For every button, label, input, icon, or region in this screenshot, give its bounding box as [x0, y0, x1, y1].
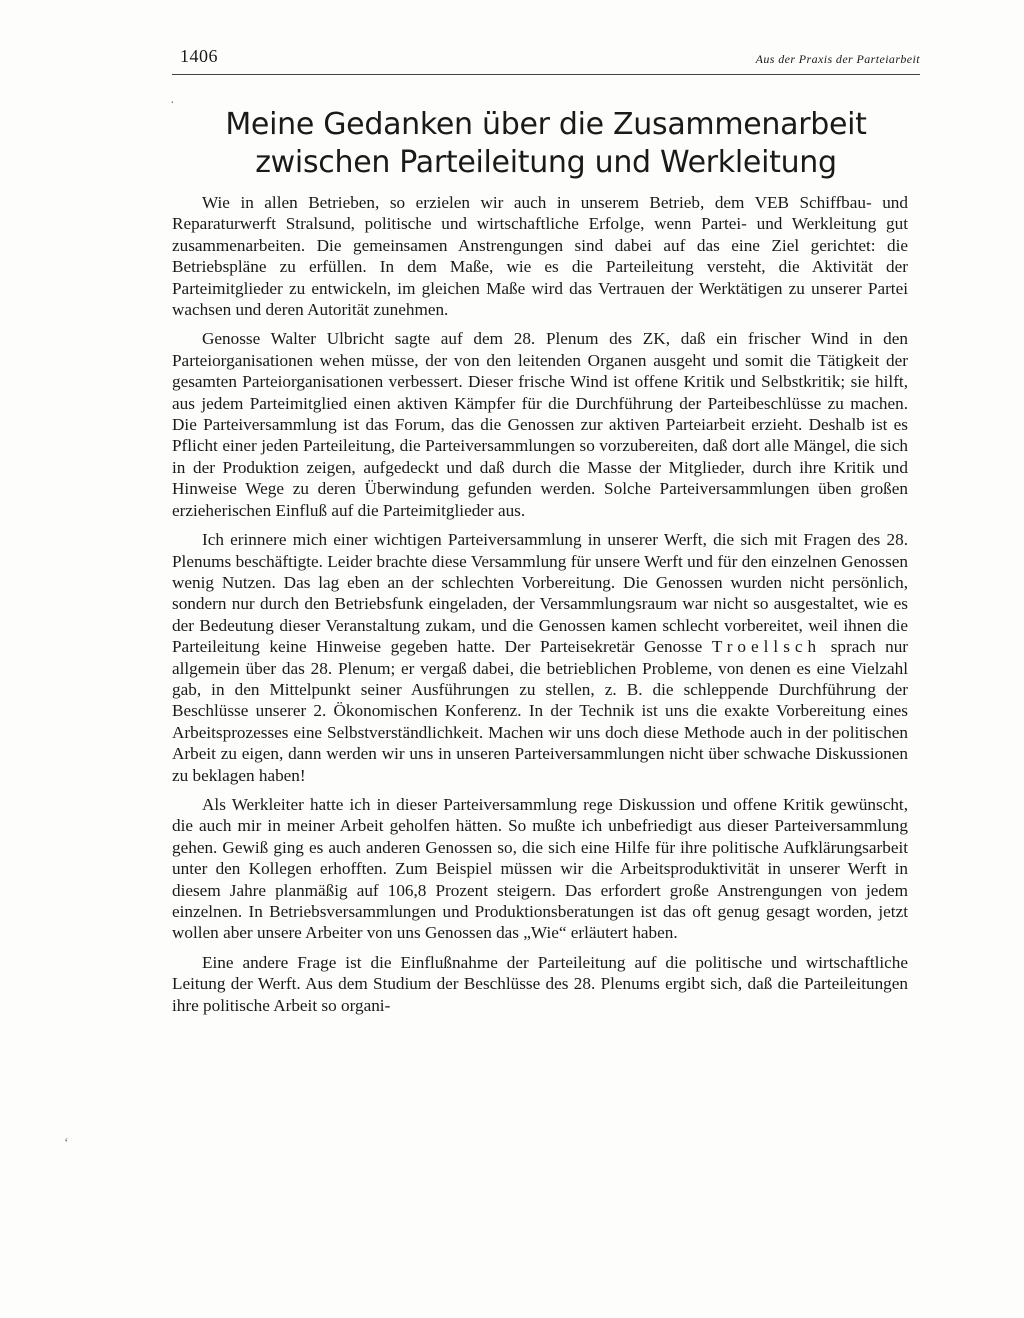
article-title-line-1: Meine Gedanken über die Zusammenarbeit	[225, 107, 867, 142]
paragraph-3-part-1: Ich erinnere mich einer wichtigen Parteiversammlung in unserer Werft, die sich mit Fragen des 28. Plenums beschäftigte. Leider brachte diese Versammlung für unsere Werft und für den einzelnen Genossen wenig Nutzen. Das lag eben an der schlechten Vorbereitung. Die Genossen wurden nicht persönlich, sondern nur durch den Betriebsfunk eingeladen, der Versammlungsraum war nicht so ausgestaltet, wie es der Bedeutung dieser Veranstaltung zukam, und die Genossen kamen schlecht vorbereitet, weil ihnen die Parteileitung keine Hinweise gegeben hatte. Der Parteisekretär Genosse	[172, 530, 908, 657]
paragraph-4: Als Werkleiter hatte ich in dieser Parteiversammlung rege Diskussion und offene Kritik gewünscht, die auch mir in meiner Arbeit geholfen hätten. So mußte ich unbefriedigt aus dieser Parteiversammlung gehen. Gewiß ging es auch anderen Genossen so, die sich eine Hilfe für ihre politische Aufklärungsarbeit unter den Kollegen erhofften. Zum Beispiel müssen wir die Arbeitsproduktivität in unserer Werft in diesem Jahre planmäßig auf 106,8 Prozent steigern. Das erfordert große Anstrengungen von jedem einzelnen. In Betriebsversammlungen und Produktionsberatungen ist das oft genug gesagt worden, jetzt wollen aber unsere Arbeiter von uns Genossen das „Wie“ erläutert haben.	[172, 794, 908, 943]
paragraph-1: Wie in allen Betrieben, so erzielen wir auch in unserem Betrieb, dem VEB Schiffbau- und Reparaturwerft Stralsund, politische und wirtschaftliche Erfolge, wenn Partei- und Werkleitung gut zusammenarbeiten. Die gemeinsamen Anstrengungen sind dabei auf das eine Ziel gerichtet: die Betriebspläne zu erfüllen. In dem Maße, wie es die Parteileitung versteht, die Aktivität der Parteimitglieder zu entwickeln, im gleichen Maße wird das Vertrauen der Werktätigen zu unserer Partei wachsen und deren Autorität zunehmen.	[172, 193, 908, 320]
page-number: 1406	[180, 46, 218, 66]
page-header	[172, 44, 920, 75]
article-title-line-2: zwischen Parteileitung und Werkleitung	[255, 145, 837, 180]
running-head: Aus der Praxis der Parteiarbeit	[755, 52, 920, 66]
paragraph-5: Eine andere Frage ist die Einflußnahme der Parteileitung auf die politische und wirtschaftliche Leitung der Werft. Aus dem Studium der Beschlüsse des 28. Plenums ergibt sich, daß die Parteileitungen ihre politische Arbeit so organi-	[172, 952, 908, 1015]
name-troellsch: Troellsch	[711, 637, 822, 657]
article-body	[172, 192, 908, 1016]
paragraph-2: Genosse Walter Ulbricht sagte auf dem 28. Plenum des ZK, daß ein frischer Wind in den Parteiorganisationen wehen müsse, der von den leitenden Organen ausgeht und somit die Tätigkeit der gesamten Parteiorganisationen verbessert. Dieser frische Wind ist offene Kritik und Selbstkritik; sie hilft, aus jedem Parteimitglied einen aktiven Kämpfer für die Durchführung der Parteibeschlüsse zu machen. Die Parteiversammlung ist das Forum, das die Genossen zur aktiven Parteiarbeit erzieht. Deshalb ist es Pflicht einer jeden Parteileitung, die Parteiversammlungen so vorzubereiten, daß dort alle Mängel, die sich in der Produktion zeigen, aufgedeckt und daß durch die Masse der Mitglieder, durch ihre Kritik und Hinweise Wege zu deren Überwindung gefunden werden. Solche Parteiversammlungen üben großen erzieherischen Einfluß auf die Parteimitglieder aus.	[172, 329, 908, 520]
paragraph-3-part-2: sprach nur allgemein über das 28. Plenum; er vergaß dabei, die betrieblichen Probleme, von denen es eine Vielzahl gab, in den Mittelpunkt seiner Ausführungen zu stellen, z. B. die schleppende Durchführung der Beschlüsse unserer 2. Ökonomischen Konferenz. In der Technik ist uns die exakte Vorbereitung eines Arbeitsprozesses eine Selbstverständlichkeit. Machen wir uns doch diese Methode auch in der politischen Arbeit zu eigen, dann werden wir uns in unseren Parteiversammlungen nicht über schwache Diskussionen zu beklagen haben!	[172, 637, 909, 785]
paragraph-3	[172, 529, 908, 786]
ink-speck-mark: ‘	[64, 1136, 69, 1151]
ink-speck-mark: ·	[170, 96, 175, 111]
article-title	[172, 106, 920, 182]
